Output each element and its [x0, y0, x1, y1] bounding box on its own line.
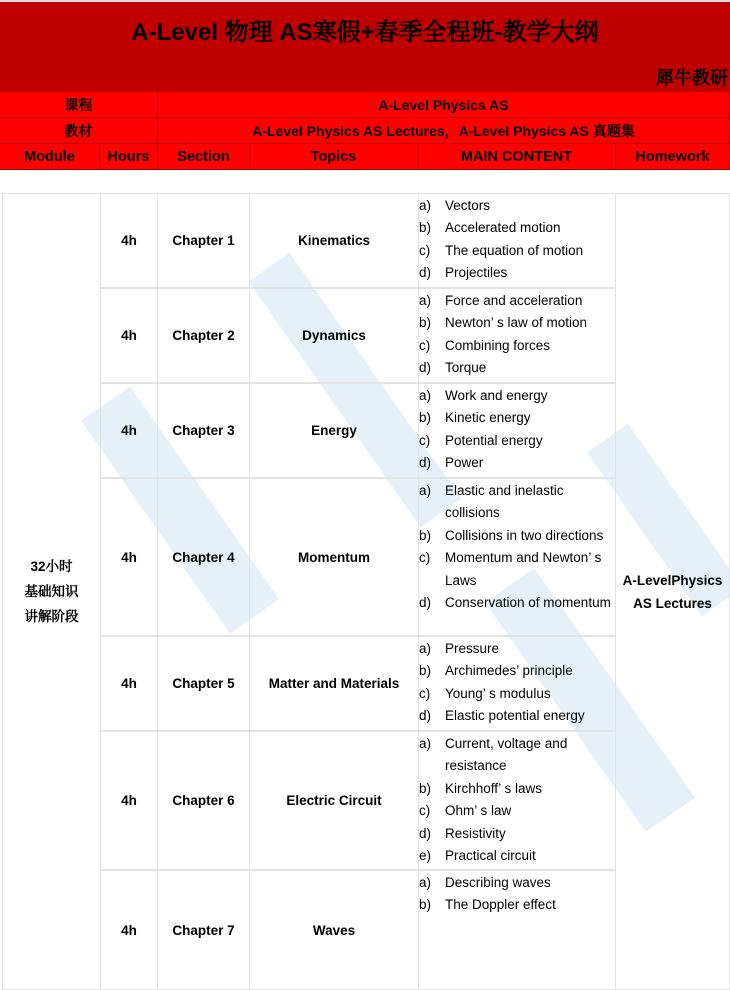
col-main-content: MAIN CONTENT [418, 144, 616, 170]
col-module: Module [0, 144, 100, 170]
main-content-cell [418, 636, 616, 731]
homework-cell [615, 193, 730, 990]
topic-cell [249, 870, 419, 990]
item-text: Vectors [445, 198, 491, 213]
hours-cell-text: 4h [121, 549, 137, 565]
content-item [419, 240, 615, 262]
item-marker: c) [419, 337, 431, 353]
item-text: Projectiles [445, 265, 508, 281]
topic-cell-text: Matter and Materials [268, 676, 400, 691]
item-text: Elastic potential energy [445, 708, 585, 724]
content-item [419, 407, 615, 429]
content-item [419, 290, 615, 312]
hours-cell [100, 383, 158, 478]
hours-cell-text: 4h [121, 423, 137, 438]
topic-cell [249, 193, 419, 288]
item-text: Young’ s modulus [445, 685, 551, 701]
item-marker: d) [419, 455, 432, 471]
item-marker: b) [419, 410, 432, 426]
content-item [419, 845, 615, 867]
section-cell [157, 193, 250, 288]
content-item [419, 778, 615, 800]
content-item [419, 357, 615, 379]
section-cell [157, 383, 250, 478]
hours-cell [100, 288, 158, 383]
material-row [0, 118, 730, 144]
item-text: Combining forces [445, 337, 551, 353]
content-item [419, 430, 615, 452]
topic-cell-text: Dynamics [302, 328, 366, 343]
content-item [419, 452, 615, 474]
item-marker: d) [419, 595, 432, 611]
section-cell [157, 288, 250, 383]
content-item [419, 592, 615, 614]
hours-cell-text: 4h [121, 328, 137, 343]
item-marker: a) [419, 483, 432, 498]
section-cell-text: Chapter 6 [172, 793, 235, 808]
hours-cell [100, 193, 158, 288]
table-header [0, 144, 730, 170]
module-cell [2, 193, 101, 990]
item-marker: a) [419, 736, 432, 751]
main-content-cell [418, 288, 616, 383]
item-marker: b) [419, 780, 432, 796]
material-value: A-Level Physics AS Lectures，A-Level Physics AS 真题集 [158, 118, 730, 144]
hours-cell-text: 4h [121, 922, 137, 938]
main-content-cell [418, 193, 616, 288]
topic-cell-text: Electric Circuit [286, 793, 382, 808]
content-item [419, 705, 615, 727]
page-title: A-Level 物理 AS寒假+春季全程班-教学大纲 [131, 19, 599, 46]
item-text: Practical circuit [445, 848, 536, 864]
item-text: Kirchhoff’ s laws [445, 780, 543, 796]
section-cell [157, 731, 250, 870]
topic-cell [249, 636, 419, 731]
topic-cell [249, 731, 419, 870]
col-homework: Homework [616, 144, 730, 170]
item-text: Kinetic energy [445, 410, 531, 426]
content-item [419, 733, 615, 778]
item-marker: d) [419, 360, 432, 376]
hours-cell [100, 478, 158, 636]
content-item [419, 872, 615, 894]
content-item [419, 195, 615, 217]
homework-value: A-LevelPhysics AS Lectures [622, 572, 723, 611]
col-topics: Topics [250, 144, 418, 170]
material-label: 教材 [0, 118, 158, 144]
topic-cell-text: Kinematics [297, 233, 371, 248]
hours-cell [100, 870, 158, 990]
item-text: Pressure [445, 641, 500, 656]
topic-cell-text: Energy [311, 423, 357, 438]
item-marker: c) [419, 550, 431, 566]
content-item [419, 638, 615, 660]
content-item [419, 800, 615, 822]
item-text: Power [445, 455, 484, 471]
item-text: Force and acceleration [445, 293, 583, 308]
item-text: The Doppler effect [445, 897, 556, 913]
item-marker: a) [419, 198, 432, 213]
section-cell-text: Chapter 7 [172, 922, 235, 938]
hours-cell-text: 4h [121, 793, 137, 808]
item-marker: c) [419, 432, 431, 448]
item-text: Conservation of momentum [445, 595, 611, 611]
section-cell [157, 478, 250, 636]
item-marker: a) [419, 293, 432, 308]
item-text: Resistivity [445, 825, 506, 841]
main-content-cell [418, 478, 616, 636]
section-cell [157, 636, 250, 731]
item-marker: b) [419, 315, 432, 331]
item-marker: d) [419, 265, 432, 281]
content-item [419, 335, 615, 357]
item-marker: a) [419, 875, 432, 890]
item-text: The equation of motion [445, 242, 584, 258]
section-cell [157, 870, 250, 990]
hours-cell [100, 636, 158, 731]
topic-cell-text: Waves [312, 922, 356, 938]
content-item [419, 312, 615, 334]
item-marker: c) [419, 803, 431, 819]
item-text: Accelerated motion [445, 220, 561, 236]
item-text: Torque [445, 360, 487, 376]
section-cell-text: Chapter 2 [172, 328, 235, 343]
content-item [419, 894, 615, 916]
item-text: Archimedes’ principle [445, 663, 573, 679]
item-marker: e) [419, 848, 432, 864]
section-cell-text: Chapter 3 [172, 423, 235, 438]
item-text: Collisions in two directions [445, 527, 604, 543]
main-content-cell [418, 383, 616, 478]
title-banner [0, 0, 730, 92]
item-text: Ohm’ s law [445, 803, 512, 819]
item-marker: c) [419, 685, 431, 701]
course-label: 课程 [0, 92, 158, 118]
module-line1: 基础知识 [24, 584, 79, 599]
item-text: Work and energy [445, 388, 548, 403]
content-item [419, 823, 615, 845]
col-hours: Hours [100, 144, 158, 170]
item-marker: a) [419, 641, 432, 656]
hours-cell-text: 4h [121, 233, 137, 248]
content-item [419, 385, 615, 407]
item-text: Potential energy [445, 432, 543, 448]
course-value: A-Level Physics AS [158, 92, 730, 118]
item-marker: d) [419, 825, 432, 841]
hours-cell [100, 731, 158, 870]
content-item [419, 217, 615, 239]
section-cell-text: Chapter 1 [172, 233, 235, 248]
col-section: Section [158, 144, 250, 170]
content-item [419, 525, 615, 547]
item-marker: b) [419, 663, 432, 679]
section-cell-text: Chapter 4 [172, 549, 235, 565]
item-marker: c) [419, 242, 431, 258]
topic-cell-text: Momentum [298, 549, 370, 565]
content-item [419, 262, 615, 284]
topic-cell [249, 383, 419, 478]
content-item [419, 683, 615, 705]
course-row [0, 92, 730, 118]
module-line2: 讲解阶段 [24, 609, 79, 624]
content-item [419, 480, 615, 525]
item-text: Momentum and Newton’ s Laws [445, 550, 602, 588]
item-marker: d) [419, 708, 432, 724]
content-item [419, 660, 615, 682]
brand-label: 犀牛教研 [656, 68, 728, 88]
module-hours: 32小时 [30, 559, 73, 574]
item-text: Current, voltage and resistance [445, 736, 568, 774]
hours-cell-text: 4h [121, 676, 137, 691]
item-text: Newton’ s law of motion [445, 315, 588, 331]
item-text: Elastic and inelastic collisions [445, 483, 564, 521]
section-cell-text: Chapter 5 [172, 676, 235, 691]
item-marker: a) [419, 388, 432, 403]
topic-cell [249, 288, 419, 383]
item-text: Describing waves [445, 875, 551, 890]
item-marker: b) [419, 897, 432, 913]
main-content-cell [418, 731, 616, 870]
item-marker: b) [419, 220, 432, 236]
main-content-cell [418, 870, 616, 990]
item-marker: b) [419, 527, 432, 543]
topic-cell [249, 478, 419, 636]
content-item [419, 547, 615, 592]
